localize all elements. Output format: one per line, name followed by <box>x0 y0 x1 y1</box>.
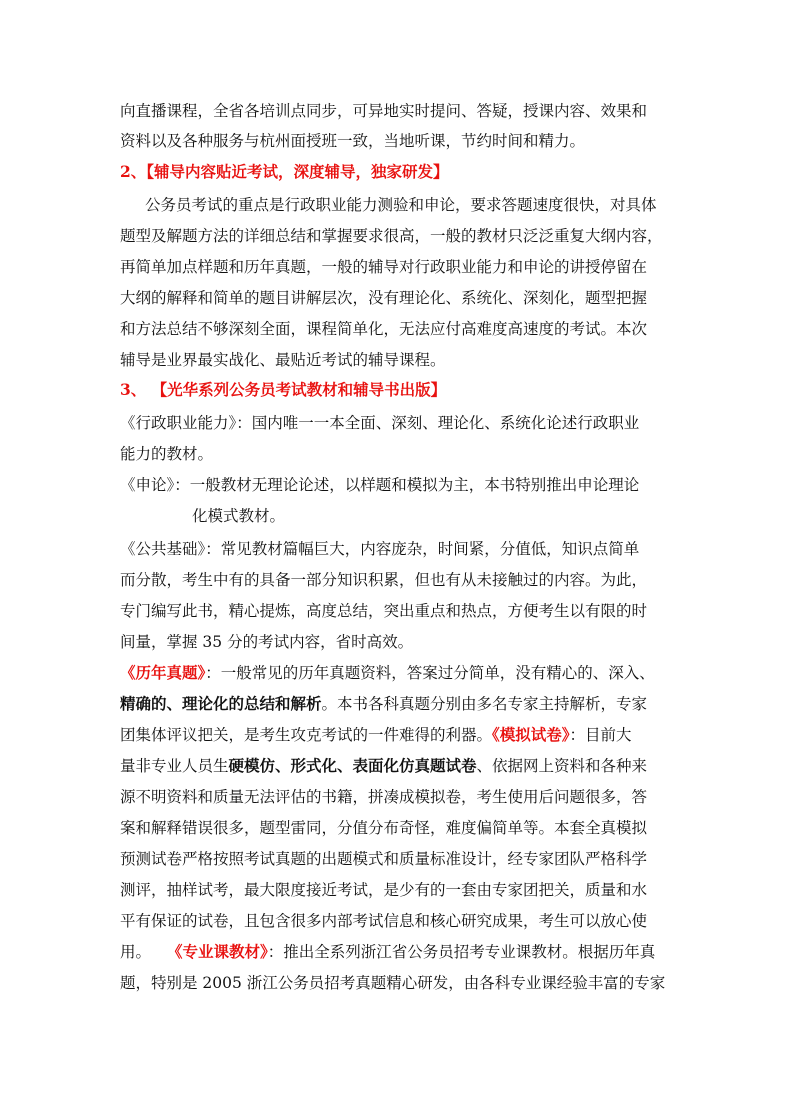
moni-line-4-rest: 、依据网上资料和各种来 <box>476 757 648 775</box>
section-2-heading: 2、【辅导内容贴近考试，深度辅导，独家研发】 <box>120 162 449 181</box>
moni-line-10 <box>120 938 680 966</box>
moni-line-5: 源不明资料和质量无法评估的书籍，拼凑成模拟卷，考生使用后问题很多，答 <box>120 788 648 806</box>
zhenti-title: 《历年真题》 <box>120 663 206 682</box>
xingce-line-2: 能力的教材。 <box>120 445 214 463</box>
moni-line-8: 测评，抽样试考，最大限度接近考试，是少有的一套由专家团把关，质量和水 <box>120 881 648 899</box>
moni-line-3-text: ：目前大 <box>569 726 632 744</box>
para1-line-2: 资料以及各种服务与杭州面授班一致，当地听课，节约时间和精力。 <box>120 132 586 150</box>
shenlun-line-2: 化模式教材。 <box>192 507 286 525</box>
section-2-line-2: 题型及解题方法的详细总结和掌握要求很高，一般的教材只泛泛重复大纲内容， <box>120 227 663 245</box>
section-2-line-3: 再简单加点样题和历年真题，一般的辅导对行政职业能力和申论的讲授停留在 <box>120 258 648 276</box>
gongji-line-1: 《公共基础》：常见教材篇幅巨大，内容庞杂，时间紧，分值低，知识点简单 <box>120 540 640 558</box>
zhenti-line-3 <box>120 721 680 749</box>
zhenti-line-1 <box>120 659 680 687</box>
zhuanye-title: 《专业课教材》 <box>167 942 268 961</box>
gongji-line-4: 间量，掌握 35 分的考试内容，省时高效。 <box>120 633 414 651</box>
section-2-line-5: 和方法总结不够深刻全面，课程简单化，无法应付高难度高速度的考试。本次 <box>120 320 648 338</box>
zhenti-line-1-text: ：一般常见的历年真题资料，答案过分简单，没有精心的、深入、 <box>205 664 655 682</box>
moni-title: 《模拟试卷》 <box>492 725 570 744</box>
section-2-line-6: 辅导是业界最实战化、最贴近考试的辅导课程。 <box>120 351 446 369</box>
moni-line-7: 预测试卷严格按照考试真题的出题模式和质量标准设计，经专家团队严格科学 <box>120 850 648 868</box>
moni-line-10-start: 用。 <box>120 943 152 961</box>
moni-line-4-start: 量非专业人员生 <box>120 757 229 775</box>
section-2-line-4: 大纲的解释和简单的题目讲解层次，没有理论化、系统化、深刻化，题型把握 <box>120 289 648 307</box>
zhenti-line-3-text: 团集体评议把关，是考生攻克考试的一件难得的利器。 <box>120 726 493 744</box>
section-3-heading: 3、 【光华系列公务员考试教材和辅导书出版】 <box>120 380 447 399</box>
moni-line-9: 平有保证的试卷，且包含很多内部考试信息和核心研究成果，考生可以放心使 <box>120 912 648 930</box>
shenlun-line-1: 《申论》：一般教材无理论论述，以样题和模拟为主，本书特别推出申论理论 <box>120 476 640 494</box>
zhuanye-line-11: 题，特别是 2005 浙江公务员招考真题精心研发，由各科专业课经验丰富的专家 <box>120 974 666 992</box>
zhenti-bold-phrase: 精确的、理论化的总结和解析 <box>120 694 322 713</box>
zhenti-line-2 <box>120 690 680 718</box>
section-2-line-1: 公务员考试的重点是行政职业能力测验和申论，要求答题速度很快，对具体 <box>145 196 657 214</box>
zhuanye-line-10-text: ：推出全系列浙江省公务员招考专业课教材。根据历年真 <box>267 943 656 961</box>
zhenti-line-2-text: 。本书各科真题分别由多名专家主持解析，专家 <box>321 695 648 713</box>
moni-line-4 <box>120 752 680 780</box>
moni-line-6: 案和解释错误很多，题型雷同，分值分布奇怪，难度偏简单等。本套全真模拟 <box>120 819 648 837</box>
xingce-line-1: 《行政职业能力》：国内唯一一本全面、深刻、理论化、系统化论述行政职业 <box>120 414 640 432</box>
moni-bold-phrase: 硬模仿、形式化、表面化仿真题试卷 <box>228 756 477 775</box>
gongji-line-2: 而分散，考生中有的具备一部分知识积累，但也有从未接触过的内容。为此， <box>120 571 648 589</box>
gongji-line-3: 专门编写此书，精心提炼，高度总结，突出重点和热点，方便考生以有限的时 <box>120 602 648 620</box>
para1-line-1: 向直播课程，全省各培训点同步，可异地实时提问、答疑，授课内容、效果和 <box>120 102 648 120</box>
